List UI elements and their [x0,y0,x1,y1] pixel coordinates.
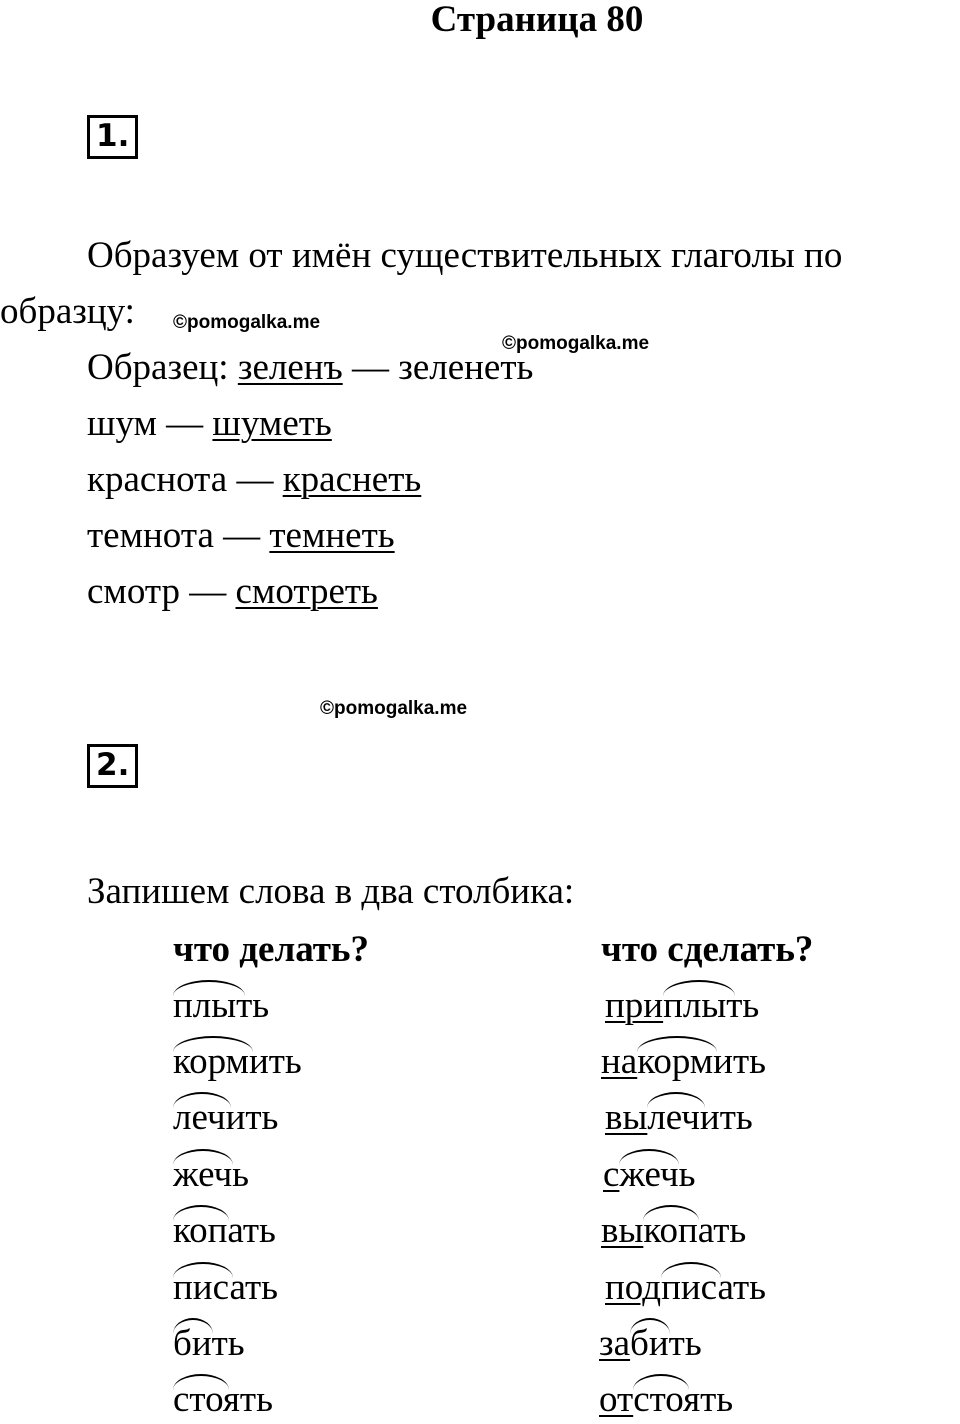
root-arc [173,1036,253,1052]
watermark: ©pomogalka.me [320,698,468,719]
sample-label: Образец: [87,347,229,388]
word-text: копать [643,1210,747,1251]
root-arc [173,1092,231,1108]
word-text: кормить [637,1041,767,1082]
imperfective-verb [173,1098,278,1138]
imperfective-verb [173,1211,276,1251]
task2-intro: Запишем слова в два столбика: [87,871,575,912]
root-arc [633,1374,689,1390]
root-arc [630,1318,670,1334]
imperfective-verb [173,1324,245,1364]
sample-verb: зеленеть [398,347,534,388]
word-text: кормить [173,1041,302,1082]
word-text: жечь [619,1154,696,1195]
page-title: Страница 80 [430,0,644,40]
task1-intro-line2: образцу: [0,291,135,332]
perfective-verb [599,1324,702,1364]
perfective-verb [603,1155,696,1195]
pair-verb: смотреть [235,571,378,612]
root-arc [173,1374,229,1390]
watermark: ©pomogalka.me [502,333,650,354]
word-text: лечить [647,1097,753,1138]
word-text: лечить [173,1097,279,1138]
perfective-verb [605,1268,766,1308]
watermark: ©pomogalka.me [173,312,321,333]
root-arc [663,980,735,996]
root-arc [173,1262,233,1278]
prefix-underline: вы [605,1097,648,1138]
root-arc [619,1149,679,1165]
sample-line [87,348,533,388]
prefix-underline: под [605,1267,662,1308]
pair-row [87,460,421,500]
pair-noun: смотр [87,571,180,612]
word-text: стоять [633,1379,734,1420]
column-header-imperfective: что делать? [173,929,369,970]
perfective-verb [599,1380,733,1420]
perfective-verb [601,1042,766,1082]
root-arc [637,1036,717,1052]
dash: — [223,515,261,556]
root-arc [661,1262,721,1278]
prefix-underline: за [599,1323,631,1364]
root-arc [643,1205,699,1221]
task-number-2: 2. [87,744,138,788]
imperfective-verb [173,1042,302,1082]
pair-verb: темнеть [269,515,395,556]
dash: — [351,347,389,388]
task-number-1: 1. [87,115,138,159]
task1-intro-line1: Образуем от имён существительных глаголы по [87,235,843,276]
pair-verb: шуметь [212,403,332,444]
perfective-verb [605,1098,753,1138]
perfective-verb [605,986,759,1026]
dash: — [236,459,274,500]
prefix-underline: на [601,1041,638,1082]
word-text: писать [661,1267,767,1308]
word-text: жечь [173,1154,250,1195]
dash: — [189,571,227,612]
pair-verb: краснеть [282,459,422,500]
root-arc [173,1205,229,1221]
pair-row [87,516,395,556]
root-arc [173,980,245,996]
imperfective-verb [173,986,269,1026]
pair-row [87,572,378,612]
column-header-perfective: что сделать? [601,929,814,970]
word-text: бить [173,1323,245,1364]
root-arc [647,1092,705,1108]
pair-noun: краснота [87,459,228,500]
word-text: копать [173,1210,276,1251]
perfective-verb [601,1211,746,1251]
dash: — [166,403,204,444]
pair-row [87,404,332,444]
pair-noun: темнота [87,515,214,556]
word-text: писать [173,1267,278,1308]
sample-noun: зеленъ [237,347,343,388]
prefix-underline: с [603,1154,620,1195]
word-text: бить [630,1323,702,1364]
root-arc [173,1318,213,1334]
word-text: плыть [663,985,760,1026]
imperfective-verb [173,1268,278,1308]
word-text: плыть [173,985,270,1026]
prefix-underline: при [605,985,664,1026]
prefix-underline: от [599,1379,634,1420]
pair-noun: шум [87,403,157,444]
imperfective-verb [173,1380,273,1420]
word-text: стоять [173,1379,273,1420]
prefix-underline: вы [601,1210,644,1251]
root-arc [173,1149,233,1165]
imperfective-verb [173,1155,249,1195]
